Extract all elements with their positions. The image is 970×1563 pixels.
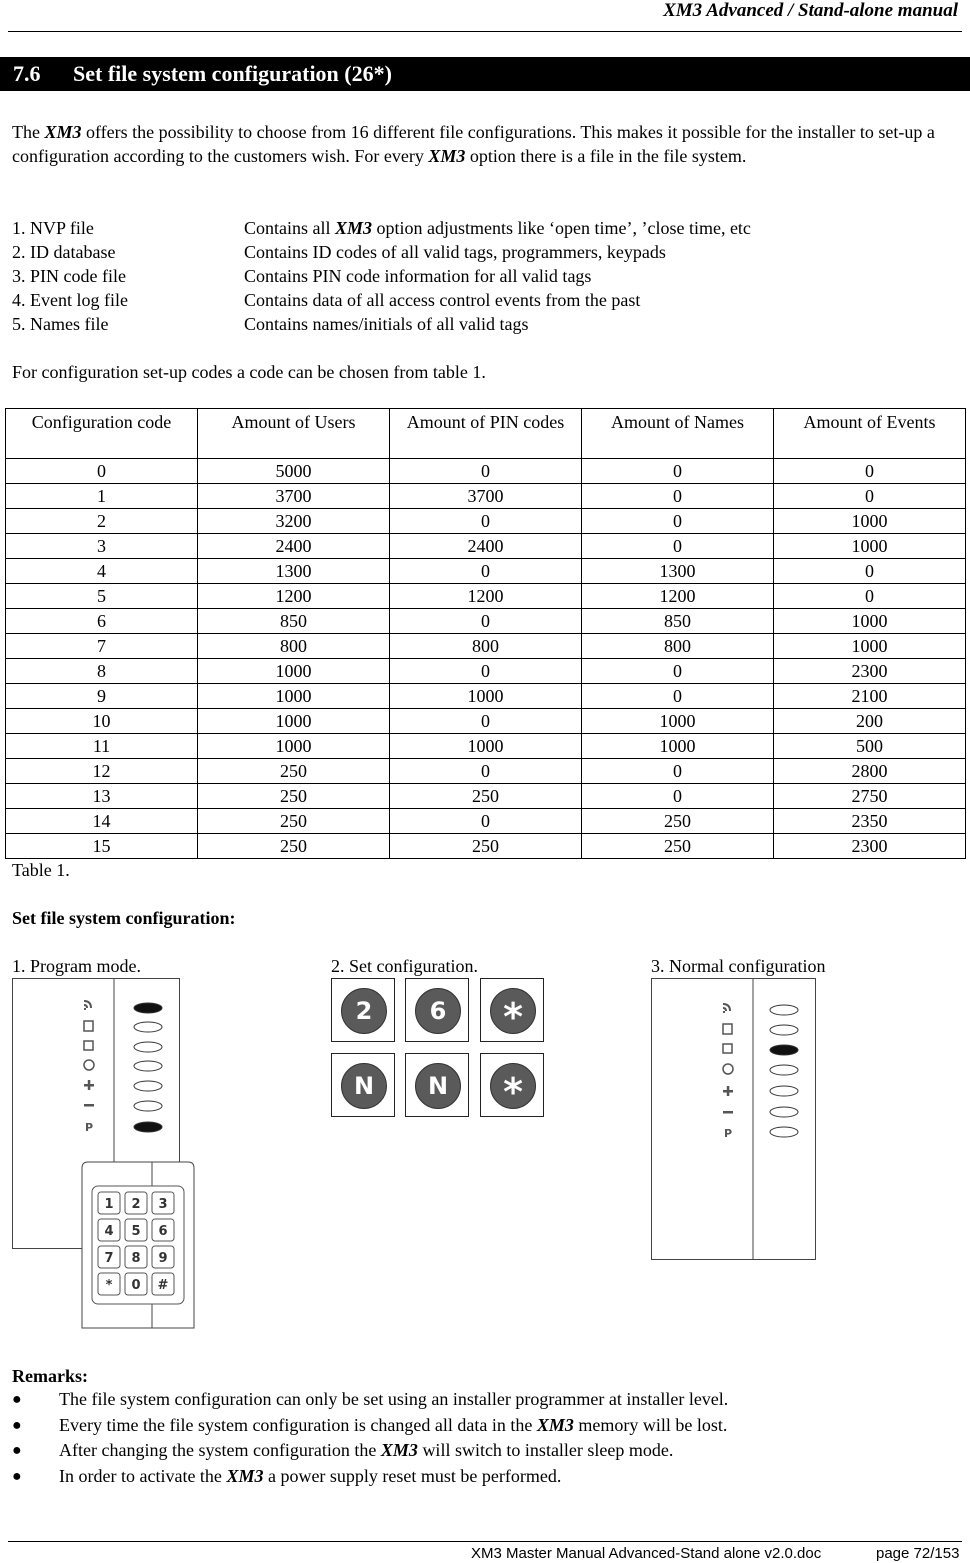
column-header: Amount of PIN codes (390, 409, 582, 459)
table-cell: 3700 (390, 484, 582, 509)
table-cell: 0 (390, 509, 582, 534)
column-header: Amount of Names (582, 409, 774, 459)
table-row (6, 609, 966, 634)
table-cell: 10 (6, 709, 198, 734)
table-row (6, 509, 966, 534)
table-row (6, 659, 966, 684)
keypad-key-label: 0 (131, 1278, 141, 1293)
keypad-key-label: 6 (158, 1224, 168, 1239)
table-cell: 0 (390, 609, 582, 634)
keypad-key-label: 5 (131, 1224, 141, 1239)
bullet-icon: ● (12, 1416, 22, 1434)
table-cell: 1000 (198, 734, 390, 759)
key-tile (405, 1053, 469, 1117)
table-cell: 1000 (774, 534, 966, 559)
table-cell: 0 (390, 709, 582, 734)
remarks-list (12, 1387, 962, 1489)
keypad-key-label: # (157, 1278, 169, 1293)
table-cell: 14 (6, 809, 198, 834)
program-letter-icon: P (85, 1121, 94, 1134)
column-header: Amount of Users (198, 409, 390, 459)
key-n: N (415, 1063, 461, 1109)
table-cell: 250 (582, 809, 774, 834)
step-set-configuration: 2. Set configuration. (331, 956, 478, 976)
bullet-icon: ● (12, 1442, 22, 1459)
table-row (6, 734, 966, 759)
key-tile (331, 1053, 395, 1117)
section-title: Set file system configuration (26*) (73, 61, 392, 86)
table-cell: 8 (6, 659, 198, 684)
file-description: Contains PIN code information for all valid tags (244, 266, 592, 286)
table-cell: 1300 (582, 559, 774, 584)
table-row (6, 584, 966, 609)
table-cell: 800 (390, 634, 582, 659)
key-star: * (490, 988, 536, 1034)
table-cell: 250 (198, 759, 390, 784)
table-row (6, 834, 966, 859)
table-cell: 1000 (390, 734, 582, 759)
keypad-key-label: 9 (158, 1251, 168, 1266)
table-cell: 200 (774, 709, 966, 734)
key-tile (331, 978, 395, 1042)
table-cell: 1300 (198, 559, 390, 584)
key-star: * (490, 1063, 536, 1109)
step-normal-configuration: 3. Normal configuration (651, 956, 826, 976)
table-cell: 250 (390, 784, 582, 809)
file-description: Contains names/initials of all valid tags (244, 314, 529, 334)
table-cell: 1000 (198, 659, 390, 684)
table-cell: 0 (582, 459, 774, 484)
table-cell: 1000 (198, 709, 390, 734)
table-cell: 9 (6, 684, 198, 709)
table-cell: 1 (6, 484, 198, 509)
table-cell: 1000 (198, 684, 390, 709)
file-label: 4. Event log file (12, 290, 128, 310)
column-header: Amount of Events (774, 409, 966, 459)
table-cell: 2350 (774, 809, 966, 834)
step-program-mode: 1. Program mode. (12, 956, 141, 976)
table-cell: 0 (6, 459, 198, 484)
table-row (6, 484, 966, 509)
section-number: 7.6 (13, 61, 41, 86)
keypad-key-label: 3 (158, 1197, 168, 1212)
file-list-item (12, 216, 962, 240)
table-cell: 2100 (774, 684, 966, 709)
table-cell: 250 (198, 834, 390, 859)
table-cell: 1000 (774, 634, 966, 659)
file-label: 3. PIN code file (12, 266, 126, 286)
table-cell: 0 (774, 484, 966, 509)
table-intro: For configuration set-up codes a code can be chosen from table 1. (12, 362, 486, 382)
table-cell: 800 (582, 634, 774, 659)
table-row (6, 809, 966, 834)
keypad-key-label: 4 (104, 1224, 114, 1239)
table-cell: 0 (390, 809, 582, 834)
table-caption: Table 1. (12, 860, 70, 880)
keypad-key-label: 8 (131, 1251, 141, 1266)
table-cell: 850 (582, 609, 774, 634)
intro-paragraph: The XM3 offers the possibility to choose from 16 different file configurations. This makes it possible for the installer to set-up a configuration according to the customers wish. For every XM3 option there is a file in the file system. (12, 122, 935, 166)
table-cell: 500 (774, 734, 966, 759)
table-row (6, 459, 966, 484)
table-cell: 0 (582, 534, 774, 559)
header-rule (8, 31, 962, 32)
table-cell: 12 (6, 759, 198, 784)
table-cell: 3200 (198, 509, 390, 534)
file-description: Contains all XM3 option adjustments like ‘open time’, ’close time, etc (244, 218, 751, 238)
program-letter-icon: P (724, 1127, 733, 1140)
key-tile (480, 978, 544, 1042)
table-cell: 13 (6, 784, 198, 809)
table-cell: 2 (6, 509, 198, 534)
table-cell: 2300 (774, 834, 966, 859)
table-cell: 1200 (198, 584, 390, 609)
table-cell: 1000 (390, 684, 582, 709)
remark-item: ● The file system configuration can only be set using an installer programmer at installer level. (12, 1387, 962, 1413)
table-row (6, 759, 966, 784)
file-list-item (12, 312, 962, 336)
table-cell: 4 (6, 559, 198, 584)
table-cell: 0 (390, 559, 582, 584)
table-cell: 1000 (582, 734, 774, 759)
table-row (6, 709, 966, 734)
table-cell: 2750 (774, 784, 966, 809)
table-cell: 0 (582, 659, 774, 684)
table-cell: 2800 (774, 759, 966, 784)
table-cell: 5000 (198, 459, 390, 484)
footer-document-name: XM3 Master Manual Advanced-Stand alone v2.0.doc (471, 1545, 822, 1562)
reader-with-programmer-illustration (12, 978, 197, 1333)
table-cell: 3 (6, 534, 198, 559)
table-cell: 800 (198, 634, 390, 659)
bullet-icon: ● (12, 1391, 22, 1408)
procedure-heading: Set file system configuration: (12, 908, 236, 928)
table-cell: 0 (582, 484, 774, 509)
file-label: 5. Names file (12, 314, 109, 334)
table-row (6, 534, 966, 559)
table-cell: 2400 (390, 534, 582, 559)
file-description: Contains ID codes of all valid tags, programmers, keypads (244, 242, 666, 262)
keypad-key-label: 1 (104, 1197, 114, 1212)
key-tile (405, 978, 469, 1042)
table-cell: 250 (198, 784, 390, 809)
reader-body (652, 979, 816, 1260)
table-cell: 0 (390, 759, 582, 784)
key-2: 2 (341, 988, 387, 1034)
keypad-key-label: * (105, 1278, 113, 1293)
table-cell: 0 (390, 459, 582, 484)
keypad-key-label: 2 (131, 1197, 141, 1212)
section-heading (0, 57, 970, 91)
file-list-item (12, 240, 962, 264)
table-row (6, 784, 966, 809)
minus-icon (723, 1111, 733, 1114)
page-header-title: XM3 Advanced / Stand-alone manual (663, 0, 958, 21)
minus-icon (84, 1104, 94, 1107)
table-cell: 7 (6, 634, 198, 659)
table-cell: 850 (198, 609, 390, 634)
configuration-key-sequence (331, 978, 547, 1119)
table-cell: 0 (582, 759, 774, 784)
table-cell: 0 (582, 784, 774, 809)
table-cell: 1000 (774, 509, 966, 534)
product-name: XM3 (44, 122, 82, 142)
table-cell: 1000 (582, 709, 774, 734)
table-row (6, 559, 966, 584)
table-cell: 5 (6, 584, 198, 609)
table-cell: 1200 (390, 584, 582, 609)
configuration-table (5, 408, 966, 859)
file-label: 2. ID database (12, 242, 116, 262)
table-cell: 3700 (198, 484, 390, 509)
table-row (6, 684, 966, 709)
product-name: XM3 (428, 146, 466, 166)
file-label: 1. NVP file (12, 218, 94, 238)
table-cell: 0 (774, 584, 966, 609)
table-body (6, 459, 966, 859)
file-list-item (12, 288, 962, 312)
table-cell: 11 (6, 734, 198, 759)
remark-item: ● In order to activate the XM3 a power supply reset must be performed. (12, 1464, 962, 1490)
remark-item: ● Every time the file system configuration is changed all data in the XM3 memory will be lost. (12, 1413, 962, 1439)
table-cell: 6 (6, 609, 198, 634)
file-description: Contains data of all access control events from the past (244, 290, 641, 310)
table-cell: 2400 (198, 534, 390, 559)
bullet-icon: ● (12, 1467, 22, 1485)
key-tile (480, 1053, 544, 1117)
key-n: N (341, 1063, 387, 1109)
table-cell: 0 (582, 509, 774, 534)
remarks-heading: Remarks: (12, 1366, 88, 1386)
key-6: 6 (415, 988, 461, 1034)
footer-page-number: page 72/153 (876, 1545, 960, 1562)
table-cell: 0 (774, 559, 966, 584)
table-cell: 1000 (774, 609, 966, 634)
table-cell: 250 (198, 809, 390, 834)
column-header: Configuration code (6, 409, 198, 459)
table-cell: 0 (582, 684, 774, 709)
table-cell: 250 (390, 834, 582, 859)
file-list-item (12, 264, 962, 288)
reader-normal-illustration (651, 978, 817, 1261)
footer-rule (8, 1541, 962, 1542)
keypad-key-label: 7 (104, 1251, 114, 1266)
table-cell: 250 (582, 834, 774, 859)
table-header-row (6, 409, 966, 459)
remark-item: ● After changing the system configuration the XM3 will switch to installer sleep mode. (12, 1438, 962, 1464)
table-cell: 0 (390, 659, 582, 684)
table-cell: 0 (774, 459, 966, 484)
table-cell: 1200 (582, 584, 774, 609)
table-cell: 15 (6, 834, 198, 859)
table-cell: 2300 (774, 659, 966, 684)
table-row (6, 634, 966, 659)
